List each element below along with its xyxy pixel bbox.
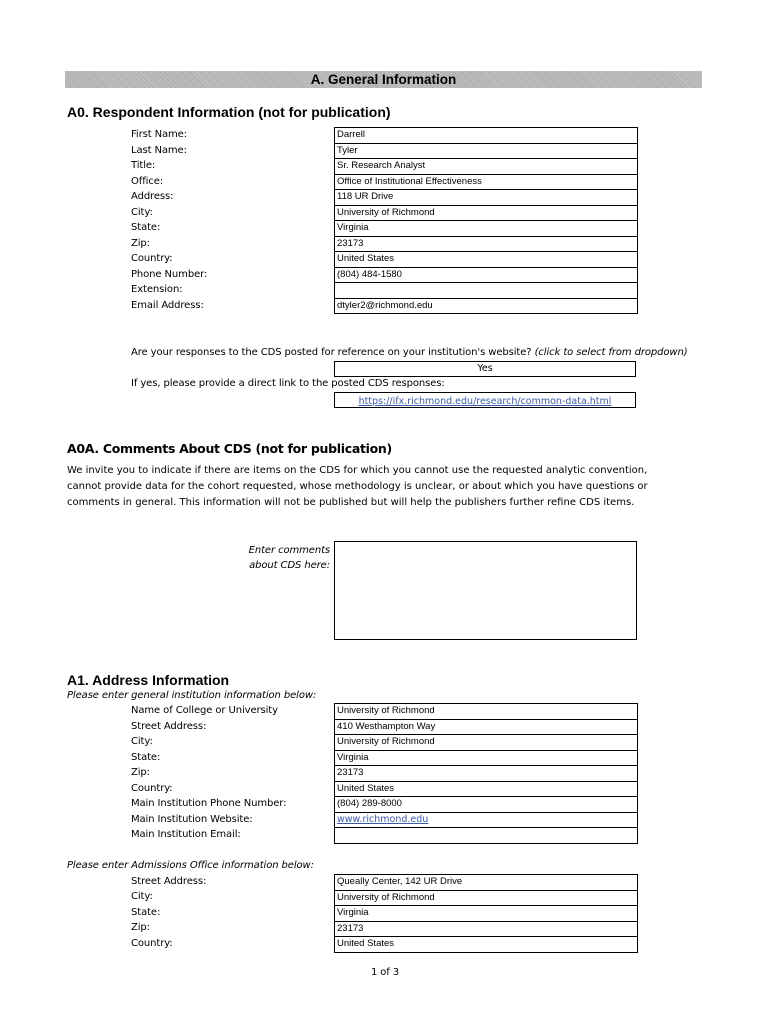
field-label: Name of College or University bbox=[131, 705, 278, 716]
a1-heading: A1. Address Information bbox=[67, 672, 230, 688]
city-field[interactable]: University of Richmond bbox=[335, 206, 637, 222]
link-prompt: If yes, please provide a direct link to the posted CDS responses: bbox=[131, 378, 445, 389]
respondent-fields bbox=[334, 127, 638, 314]
field-label: Main Institution Website: bbox=[131, 814, 253, 825]
comments-textarea[interactable] bbox=[334, 541, 637, 640]
extension-field[interactable] bbox=[335, 283, 637, 299]
field-label: Address: bbox=[131, 191, 174, 202]
comments-label-line-2: about CDS here: bbox=[249, 560, 330, 571]
field-label: Email Address: bbox=[131, 300, 204, 311]
website-field bbox=[335, 813, 637, 829]
cds-link-field bbox=[334, 392, 636, 408]
zip-field[interactable]: 23173 bbox=[335, 237, 637, 253]
admissions-city-field[interactable]: University of Richmond bbox=[335, 891, 637, 907]
country-field[interactable]: United States bbox=[335, 252, 637, 268]
website-link[interactable]: www.richmond.edu bbox=[337, 813, 429, 825]
state-field[interactable]: Virginia bbox=[335, 751, 637, 767]
admissions-prompt: Please enter Admissions Office information below: bbox=[67, 860, 314, 871]
institution-name-field[interactable]: University of Richmond bbox=[335, 704, 637, 720]
admissions-fields bbox=[334, 874, 638, 953]
general-prompt: Please enter general institution information below: bbox=[67, 690, 317, 701]
field-label: City: bbox=[131, 891, 153, 902]
field-label: Office: bbox=[131, 176, 164, 187]
field-label: Main Institution Email: bbox=[131, 829, 241, 840]
field-label: Title: bbox=[131, 160, 156, 171]
field-label: City: bbox=[131, 736, 153, 747]
comments-label-line-1: Enter comments bbox=[248, 545, 330, 556]
last-name-field[interactable]: Tyler bbox=[335, 144, 637, 160]
field-label: Street Address: bbox=[131, 876, 207, 887]
admissions-street-field[interactable]: Queally Center, 142 UR Drive bbox=[335, 875, 637, 891]
field-label: Phone Number: bbox=[131, 269, 208, 280]
field-label: Zip: bbox=[131, 767, 150, 778]
title-field[interactable]: Sr. Research Analyst bbox=[335, 159, 637, 175]
a0-heading: A0. Respondent Information (not for publication) bbox=[67, 104, 391, 120]
posted-question bbox=[131, 347, 688, 358]
posted-dropdown[interactable]: Yes bbox=[334, 361, 636, 377]
zip-field[interactable]: 23173 bbox=[335, 766, 637, 782]
country-field[interactable]: United States bbox=[335, 782, 637, 798]
admissions-zip-field[interactable]: 23173 bbox=[335, 922, 637, 938]
a0a-paragraph bbox=[67, 463, 667, 511]
field-label: Country: bbox=[131, 253, 173, 264]
admissions-state-field[interactable]: Virginia bbox=[335, 906, 637, 922]
institution-fields bbox=[334, 703, 638, 844]
paragraph-line: cannot provide data for the cohort requested, whose methodology is unclear, or about which you have questions or bbox=[67, 481, 648, 492]
posted-question-hint: (click to select from dropdown) bbox=[534, 347, 688, 358]
posted-question-text: Are your responses to the CDS posted for reference on your institution's website? bbox=[131, 347, 532, 358]
a0a-heading: A0A. Comments About CDS (not for publication) bbox=[67, 441, 392, 456]
paragraph-line: We invite you to indicate if there are items on the CDS for which you cannot use the requested analytic convention, bbox=[67, 465, 648, 476]
field-label: Street Address: bbox=[131, 721, 207, 732]
state-field[interactable]: Virginia bbox=[335, 221, 637, 237]
comments-label bbox=[200, 543, 330, 573]
field-label: State: bbox=[131, 752, 161, 763]
field-label: Country: bbox=[131, 783, 173, 794]
admissions-country-field[interactable]: United States bbox=[335, 937, 637, 953]
paragraph-line: comments in general. This information will not be published but will help the publishers further refine CDS items. bbox=[67, 497, 635, 508]
section-banner: A. General Information bbox=[65, 71, 702, 88]
field-label: Zip: bbox=[131, 922, 150, 933]
field-label: City: bbox=[131, 207, 153, 218]
city-field[interactable]: University of Richmond bbox=[335, 735, 637, 751]
address-field[interactable]: 118 UR Drive bbox=[335, 190, 637, 206]
field-label: State: bbox=[131, 222, 161, 233]
email-field[interactable]: dtyler2@richmond.edu bbox=[335, 299, 637, 315]
field-label: Main Institution Phone Number: bbox=[131, 798, 287, 809]
street-address-field[interactable]: 410 Westhampton Way bbox=[335, 720, 637, 736]
field-label: State: bbox=[131, 907, 161, 918]
first-name-field[interactable]: Darrell bbox=[335, 128, 637, 144]
main-phone-field[interactable]: (804) 289-8000 bbox=[335, 797, 637, 813]
field-label: Zip: bbox=[131, 238, 150, 249]
page-number: 1 of 3 bbox=[370, 967, 400, 978]
field-label: First Name: bbox=[131, 129, 187, 140]
field-label: Extension: bbox=[131, 284, 183, 295]
cds-link[interactable]: https://ifx.richmond.edu/research/common-data.html bbox=[358, 396, 612, 407]
office-field[interactable]: Office of Institutional Effectiveness bbox=[335, 175, 637, 191]
main-email-field[interactable] bbox=[335, 828, 637, 844]
field-label: Country: bbox=[131, 938, 173, 949]
field-label: Last Name: bbox=[131, 145, 187, 156]
phone-field[interactable]: (804) 484-1580 bbox=[335, 268, 637, 284]
